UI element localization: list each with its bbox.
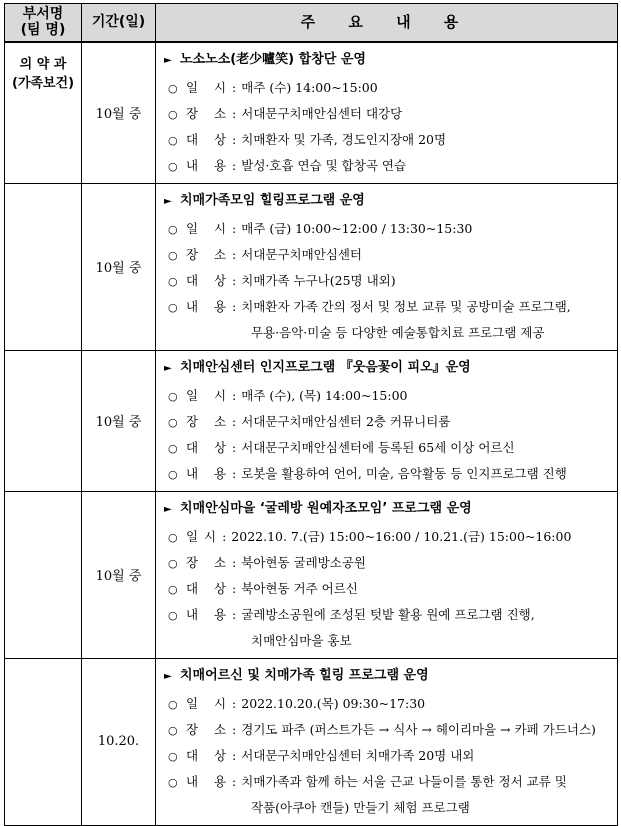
program-title-text: 치매가족모임 힐링프로그램 운영 [180,192,365,208]
detail-continuation: 치매안심마을 홍보 [251,632,352,648]
header-row [5,4,618,42]
program-title [164,665,611,691]
detail-label: 내 용 : [186,157,238,173]
department-team: (가족보건) [11,75,75,91]
circle-bullet-icon: ○ [168,441,178,455]
period-cell: 10월 중 [82,491,156,658]
content-cell [156,350,618,491]
circle-bullet-icon: ○ [168,300,178,314]
detail-line [164,524,611,550]
header-content: 주 요 내 용 [156,4,618,42]
detail-text: 2022.10.20.(목) 09:30~17:30 [241,695,426,711]
detail-line [164,101,611,127]
program-row [5,183,618,350]
detail-line [164,268,611,294]
header-dept-line2: (팀 명) [20,22,66,39]
circle-bullet-icon: ○ [168,415,178,429]
program-title [164,190,611,216]
detail-line [164,550,611,576]
detail-label: 장 소 : [186,246,238,262]
detail-line [164,602,611,628]
detail-label: 일 시 : [186,528,228,544]
detail-line [164,409,611,435]
program-title [164,498,611,524]
schedule-table [4,3,618,826]
program-row [5,350,618,491]
content-cell [156,42,618,184]
circle-bullet-icon: ○ [168,107,178,121]
circle-bullet-icon: ○ [168,274,178,288]
detail-line [164,743,611,769]
detail-line [164,435,611,461]
department-cell [5,42,82,184]
program-title-text: 치매안심마을 ‘굴레방 원예자조모임’ 프로그램 운영 [180,500,472,516]
detail-label: 대 상 : [186,131,238,147]
detail-text: 경기도 파주 (퍼스트가든 → 식사 → 헤이리마을 → 카페 가드너스) [241,721,596,737]
detail-label: 내 용 : [186,465,238,481]
detail-text: 북아현동 굴레방소공원 [241,554,366,570]
content-cell [156,658,618,825]
program-row [5,658,618,825]
triangle-bullet-icon: ► [164,362,172,374]
detail-label: 대 상 : [186,272,238,288]
detail-line [164,242,611,268]
detail-label: 대 상 : [186,439,238,455]
program-title [164,357,611,383]
circle-bullet-icon: ○ [168,248,178,262]
detail-line [164,75,611,101]
detail-text: 매주 (수), (목) 14:00~15:00 [241,387,408,403]
detail-text: 치매가족 누구나(25명 내외) [241,272,396,288]
detail-label: 장 소 : [186,105,238,121]
detail-text: 서대문구치매안심센터 대강당 [241,105,403,121]
detail-line [164,691,611,717]
circle-bullet-icon: ○ [168,133,178,147]
program-title-text: 치매어르신 및 치매가족 힐링 프로그램 운영 [180,667,429,683]
program-row [5,42,618,184]
detail-label: 일 시 : [186,220,238,236]
detail-text: 치매환자 및 가족, 경도인지장애 20명 [241,131,447,147]
program-title-text: 치매안심센터 인지프로그램 『웃음꽃이 피오』운영 [180,359,471,375]
detail-label: 장 소 : [186,554,238,570]
header-period: 기간(일) [82,4,156,42]
content-cell [156,491,618,658]
detail-text: 발성·호흡 연습 및 합창곡 연습 [241,157,407,173]
detail-continuation: 작품(아쿠아 캔들) 만들기 체험 프로그램 [251,799,470,815]
detail-text: 서대문구치매안심센터 2층 커뮤니티룸 [241,413,451,429]
detail-line [164,576,611,602]
header-dept [5,4,82,42]
period-cell: 10.20. [82,658,156,825]
detail-text: 북아현동 거주 어르신 [241,580,358,596]
circle-bullet-icon: ○ [168,389,178,403]
department-cell [5,491,82,658]
detail-label: 일 시 : [186,695,238,711]
detail-line [164,153,611,179]
detail-text: 서대문구치매안심센터에 등록된 65세 이상 어르신 [241,439,515,455]
detail-text: 치매가족과 함께 하는 서울 근교 나들이를 통한 정서 교류 및 [241,773,567,789]
detail-line [164,383,611,409]
detail-label: 대 상 : [186,580,238,596]
detail-text: 매주 (수) 14:00~15:00 [241,79,378,95]
detail-text: 치매환자 가족 간의 정서 및 정보 교류 및 공방미술 프로그램, [241,298,571,314]
detail-line [164,717,611,743]
circle-bullet-icon: ○ [168,582,178,596]
detail-label: 장 소 : [186,413,238,429]
department-cell [5,183,82,350]
department-name: 의 약 과 [19,56,67,72]
circle-bullet-icon: ○ [168,723,178,737]
circle-bullet-icon: ○ [168,697,178,711]
circle-bullet-icon: ○ [168,159,178,173]
detail-text: 2022.10. 7.(금) 15:00~16:00 / 10.21.(금) 15:00~16:00 [231,528,572,544]
detail-line [164,127,611,153]
detail-text: 로봇을 활용하여 언어, 미술, 음악활동 등 인지프로그램 진행 [241,465,567,481]
detail-text: 서대문구치매안심센터 [241,246,363,262]
detail-label: 내 용 : [186,773,238,789]
circle-bullet-icon: ○ [168,530,178,544]
triangle-bullet-icon: ► [164,54,172,66]
circle-bullet-icon: ○ [168,222,178,236]
program-title [164,49,611,75]
department-cell [5,350,82,491]
program-row [5,491,618,658]
detail-label: 일 시 : [186,387,238,403]
circle-bullet-icon: ○ [168,749,178,763]
period-cell: 10월 중 [82,350,156,491]
detail-text: 서대문구치매안심센터 치매가족 20명 내외 [241,747,475,763]
detail-line [164,461,611,487]
detail-line [164,769,611,795]
detail-label: 내 용 : [186,606,238,622]
triangle-bullet-icon: ► [164,670,172,682]
detail-text: 매주 (금) 10:00~12:00 / 13:30~15:30 [241,220,473,236]
detail-text: 굴레방소공원에 조성된 텃밭 활용 원예 프로그램 진행, [241,606,535,622]
detail-continuation: 무용·음악·미술 등 다양한 예술통합치료 프로그램 제공 [251,324,545,340]
detail-label: 내 용 : [186,298,238,314]
detail-label: 일 시 : [186,79,238,95]
detail-line [164,216,611,242]
detail-line [164,294,611,320]
circle-bullet-icon: ○ [168,556,178,570]
period-cell: 10월 중 [82,183,156,350]
triangle-bullet-icon: ► [164,195,172,207]
circle-bullet-icon: ○ [168,608,178,622]
period-cell: 10월 중 [82,42,156,184]
circle-bullet-icon: ○ [168,775,178,789]
content-cell [156,183,618,350]
department-cell [5,658,82,825]
detail-label: 장 소 : [186,721,238,737]
program-title-text: 노소노소(老少嚧笑) 합창단 운영 [180,51,366,67]
circle-bullet-icon: ○ [168,81,178,95]
circle-bullet-icon: ○ [168,467,178,481]
header-dept-line1: 부서명 [22,6,64,23]
triangle-bullet-icon: ► [164,503,172,515]
detail-label: 대 상 : [186,747,238,763]
